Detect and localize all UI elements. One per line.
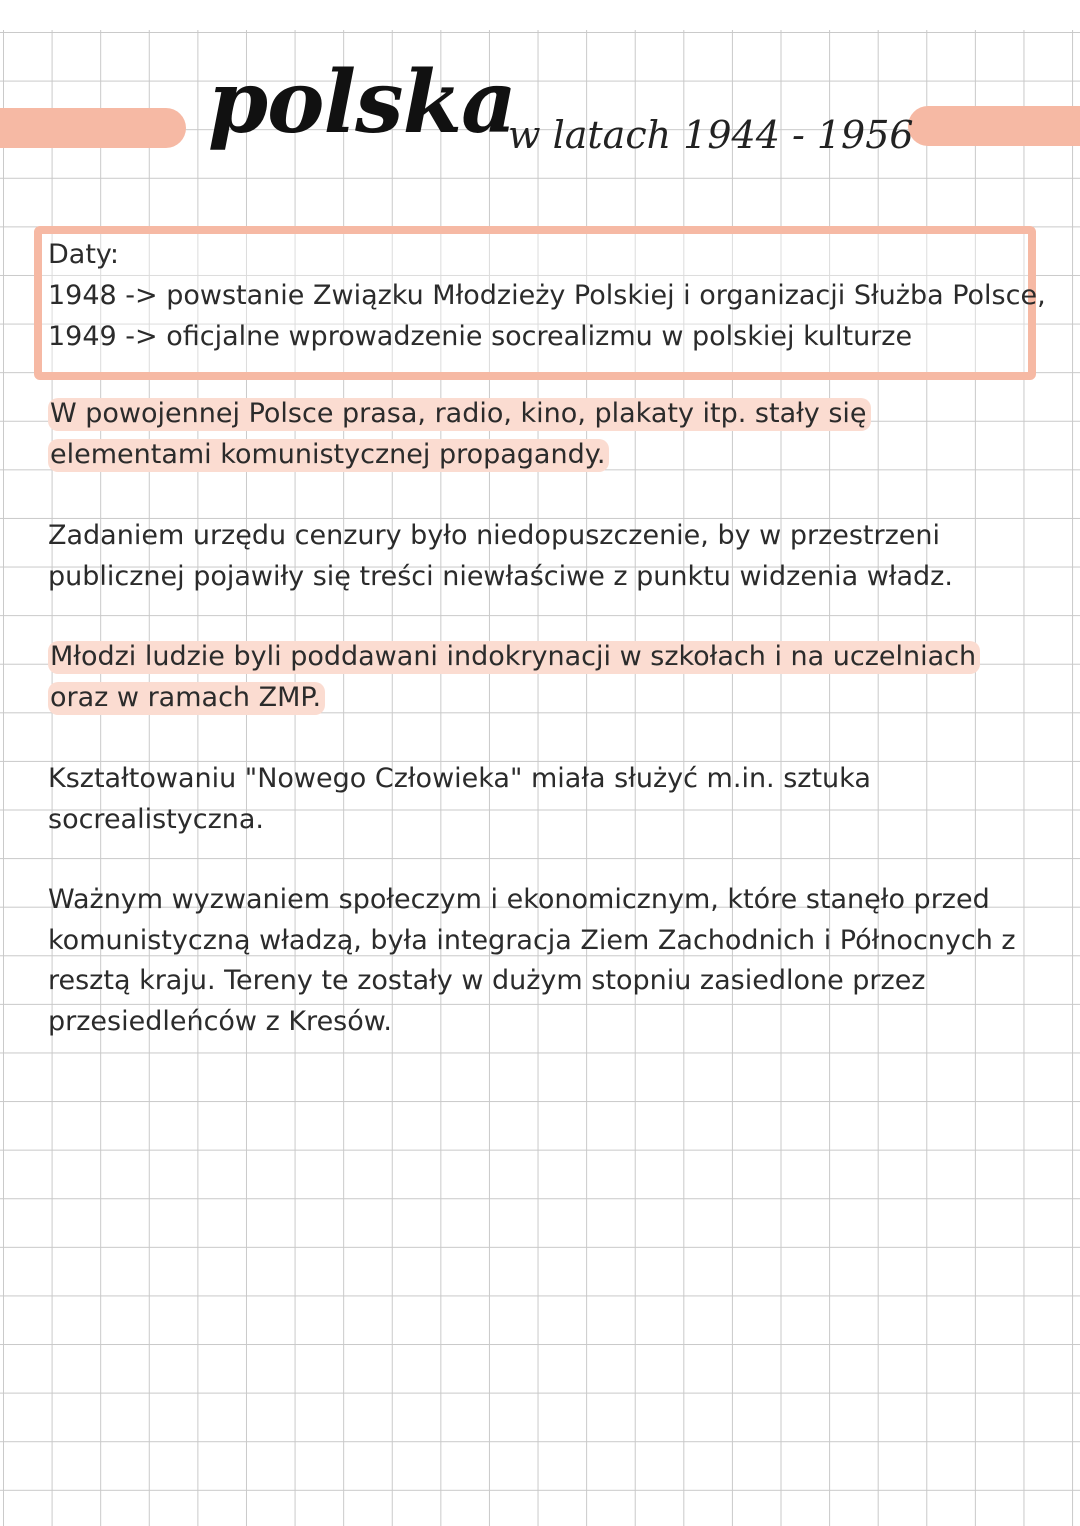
- dates-content: [48, 234, 1046, 357]
- page-title: polska: [208, 52, 516, 153]
- paragraph-western-lands: [48, 880, 1023, 1042]
- paragraph-youth: [48, 637, 1023, 718]
- date-line: 1949 -> oficjalne wprowadzenie socrealizmu w polskiej kulturze: [48, 321, 913, 352]
- paragraph-text: Ważnym wyzwaniem społeczym i ekonomicznym, które stanęło przed komunistyczną władzą, była integracja Ziem Zachodnich i Północnych z resztą kraju. Tereny te zostały w dużym stopniu zasiedlone przez przesiedleńców z Kresów.: [48, 884, 1016, 1037]
- dates-heading: Daty:: [48, 239, 120, 270]
- paragraph-propaganda: [48, 394, 1023, 475]
- page-subtitle: w latach 1944 - 1956: [508, 113, 914, 157]
- date-line: 1948 -> powstanie Związku Młodzieży Polskiej i organizacji Służba Polsce,: [48, 280, 1046, 311]
- paragraph-censorship: [48, 516, 1023, 597]
- paragraph-text: W powojennej Polsce prasa, radio, kino, plakaty itp. stały się elementami komunistycznej propagandy.: [48, 398, 871, 472]
- paragraph-text: Kształtowaniu "Nowego Człowieka" miała służyć m.in. sztuka socrealistyczna.: [48, 763, 871, 835]
- paragraph-new-man: [48, 759, 1023, 840]
- page-top-margin: [0, 0, 1080, 30]
- paragraph-text: Młodzi ludzie byli poddawani indokrynacji w szkołach i na uczelniach oraz w ramach ZMP.: [48, 641, 980, 715]
- title-banner-left: [0, 108, 186, 148]
- title-banner-right: [908, 106, 1080, 146]
- paragraph-text: Zadaniem urzędu cenzury było niedopuszczenie, by w przestrzeni publicznej pojawiły się treści niewłaściwe z punktu widzenia władz.: [48, 520, 953, 592]
